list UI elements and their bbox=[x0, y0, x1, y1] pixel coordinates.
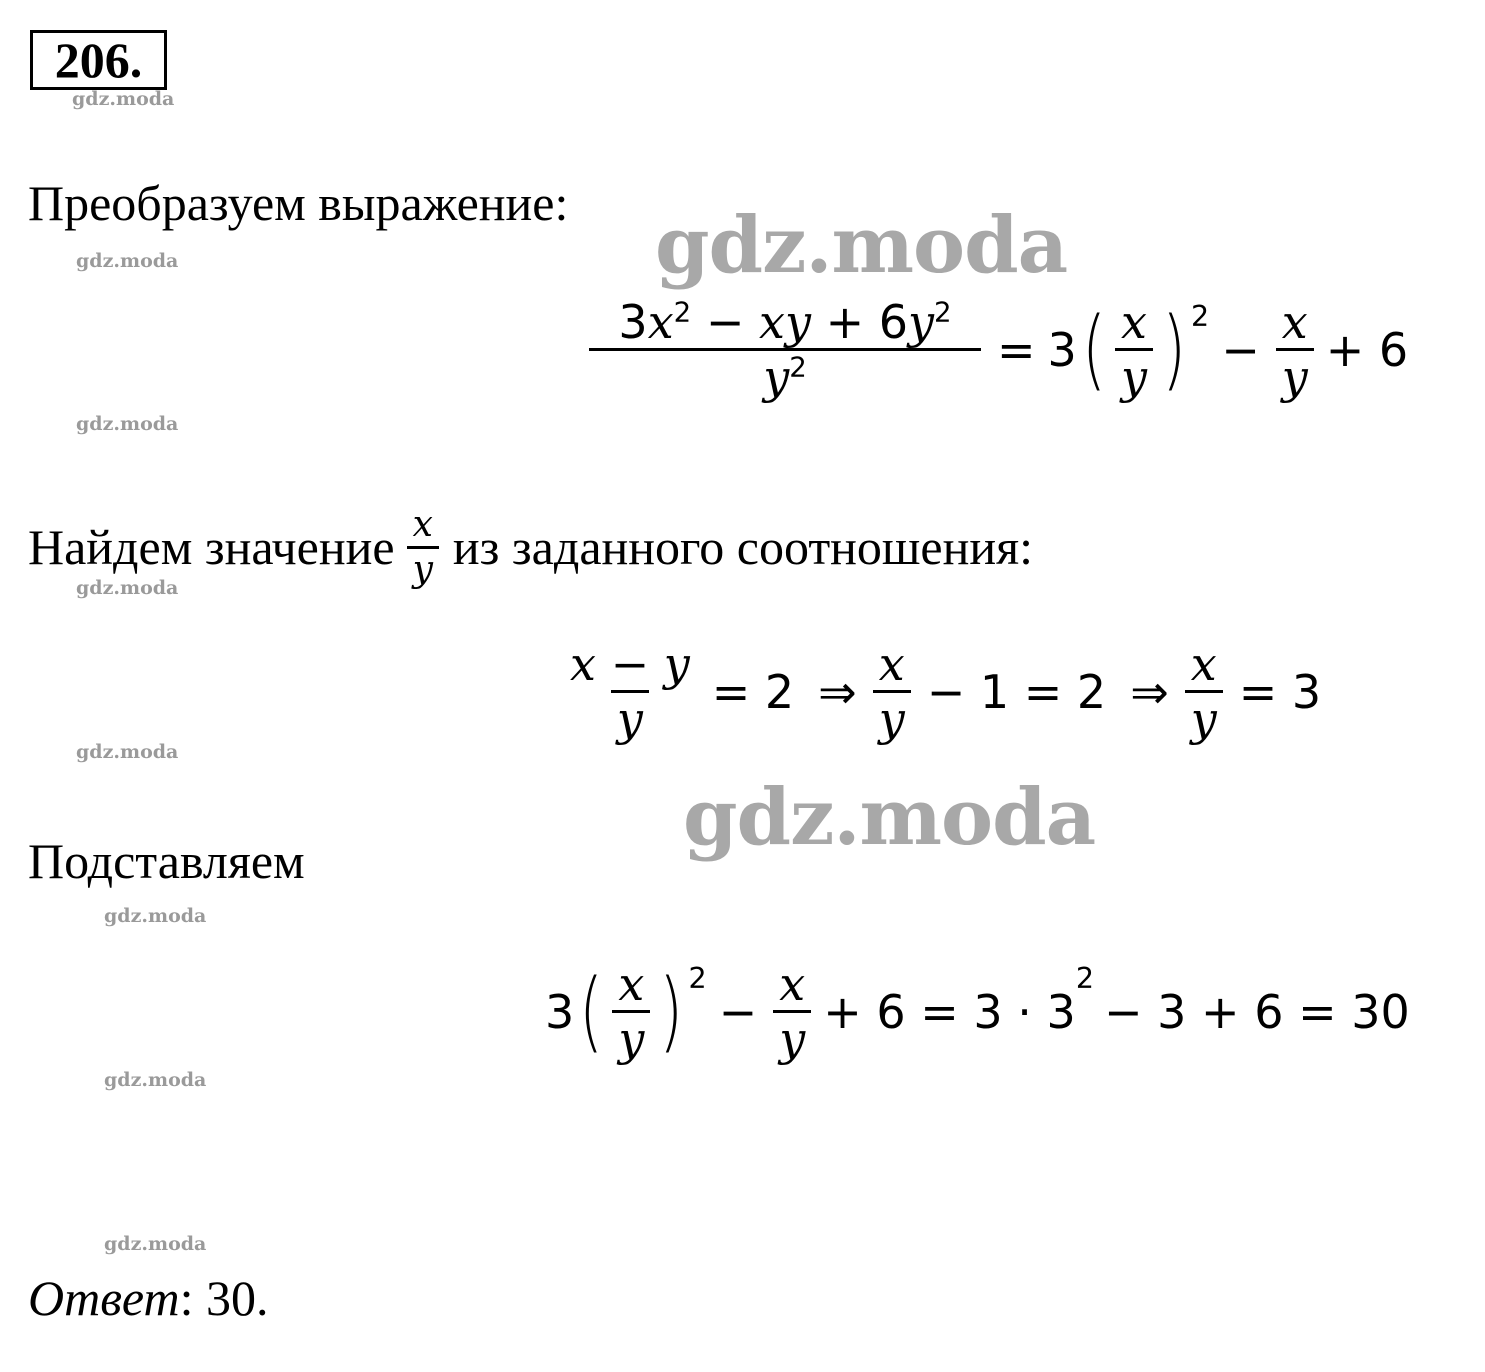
fraction-x-over-y bbox=[1115, 295, 1153, 405]
exp: 2 bbox=[1191, 300, 1210, 333]
var-x: x bbox=[878, 637, 905, 691]
var-x: x bbox=[412, 504, 433, 545]
fraction-x-over-y bbox=[1276, 295, 1314, 405]
var-y: y bbox=[908, 295, 935, 349]
equation-substitution bbox=[545, 957, 1410, 1067]
fraction-x-minus-y bbox=[564, 637, 696, 747]
minus-one-equals-two: − 1 = 2 bbox=[926, 664, 1107, 719]
watermark: gdz.moda bbox=[72, 88, 175, 110]
var-x: x bbox=[618, 957, 645, 1011]
watermark: gdz.moda bbox=[76, 413, 179, 435]
find-text-after: из заданного соотношения: bbox=[452, 519, 1034, 576]
answer-label: Ответ bbox=[28, 1270, 180, 1326]
numerator: x − y bbox=[570, 637, 690, 691]
exp: 2 bbox=[1075, 962, 1094, 995]
watermark: gdz.moda bbox=[76, 250, 179, 272]
fraction-x-over-y bbox=[773, 957, 811, 1067]
var-x: x bbox=[779, 957, 806, 1011]
main-denominator bbox=[589, 348, 981, 405]
watermark-large: gdz.moda bbox=[655, 200, 1068, 291]
var-y: y bbox=[873, 690, 911, 743]
exp: 2 bbox=[688, 962, 707, 995]
var-y: y bbox=[1276, 348, 1314, 401]
equation-transform bbox=[585, 295, 1409, 405]
var-x: x bbox=[647, 295, 674, 349]
plus-six: + 6 bbox=[1325, 322, 1409, 377]
minus: − bbox=[705, 295, 760, 349]
var-y: y bbox=[1185, 690, 1223, 743]
main-numerator bbox=[612, 295, 957, 349]
watermark-large: gdz.moda bbox=[683, 772, 1096, 863]
implies-arrow: ⇒ bbox=[1130, 664, 1169, 719]
denominator: y bbox=[611, 690, 649, 743]
left-paren: ( bbox=[1081, 298, 1106, 401]
implies-arrow: ⇒ bbox=[818, 664, 857, 719]
watermark: gdz.moda bbox=[104, 1233, 207, 1255]
coef: 3 bbox=[1047, 322, 1077, 377]
var-xy: xy bbox=[759, 295, 811, 349]
substitute-text: Подставляем bbox=[28, 833, 305, 889]
right-paren: ) bbox=[659, 960, 684, 1063]
var-y: y bbox=[1115, 348, 1153, 401]
exp: 2 bbox=[673, 295, 692, 329]
answer-value: : 30. bbox=[179, 1270, 269, 1326]
find-text bbox=[28, 506, 1033, 589]
coef: 3 bbox=[545, 984, 575, 1039]
equals-three: = 3 bbox=[1238, 664, 1322, 719]
var-x: x bbox=[1190, 637, 1217, 691]
watermark: gdz.moda bbox=[76, 577, 179, 599]
substitution-result: − 3 + 6 = 30 bbox=[1103, 984, 1410, 1039]
exp: 2 bbox=[934, 295, 952, 329]
substitution-middle: + 6 = 3 · 3 bbox=[823, 984, 1076, 1039]
plus-six: + 6 bbox=[810, 295, 909, 349]
find-text-before: Найдем значение bbox=[28, 519, 395, 576]
var-y: y bbox=[763, 350, 790, 405]
var-x: x bbox=[1281, 295, 1308, 349]
var-x: x bbox=[1120, 295, 1147, 349]
equals-two: = 2 bbox=[711, 664, 795, 719]
right-paren: ) bbox=[1162, 298, 1186, 401]
var-y: y bbox=[773, 1010, 811, 1063]
fraction-x-over-y bbox=[1185, 637, 1223, 747]
fraction-x-over-y bbox=[873, 637, 911, 747]
inline-fraction bbox=[407, 506, 439, 589]
fraction-x-over-y bbox=[612, 957, 650, 1067]
var-y: y bbox=[407, 546, 439, 589]
minus-sign: − bbox=[1221, 322, 1260, 377]
main-fraction bbox=[589, 295, 981, 405]
coef: 3 bbox=[618, 295, 648, 349]
watermark: gdz.moda bbox=[104, 1069, 207, 1091]
var-y: y bbox=[612, 1010, 650, 1063]
left-paren: ( bbox=[579, 960, 604, 1063]
equals-sign: = bbox=[997, 322, 1036, 377]
intro-text: Преобразуем выражение: bbox=[28, 175, 569, 231]
answer bbox=[28, 1268, 268, 1328]
equation-ratio bbox=[560, 637, 1333, 747]
watermark: gdz.moda bbox=[104, 905, 207, 927]
problem-number: 206. bbox=[30, 30, 167, 90]
exp: 2 bbox=[789, 350, 807, 384]
minus-sign: − bbox=[718, 984, 758, 1039]
watermark: gdz.moda bbox=[76, 741, 179, 763]
